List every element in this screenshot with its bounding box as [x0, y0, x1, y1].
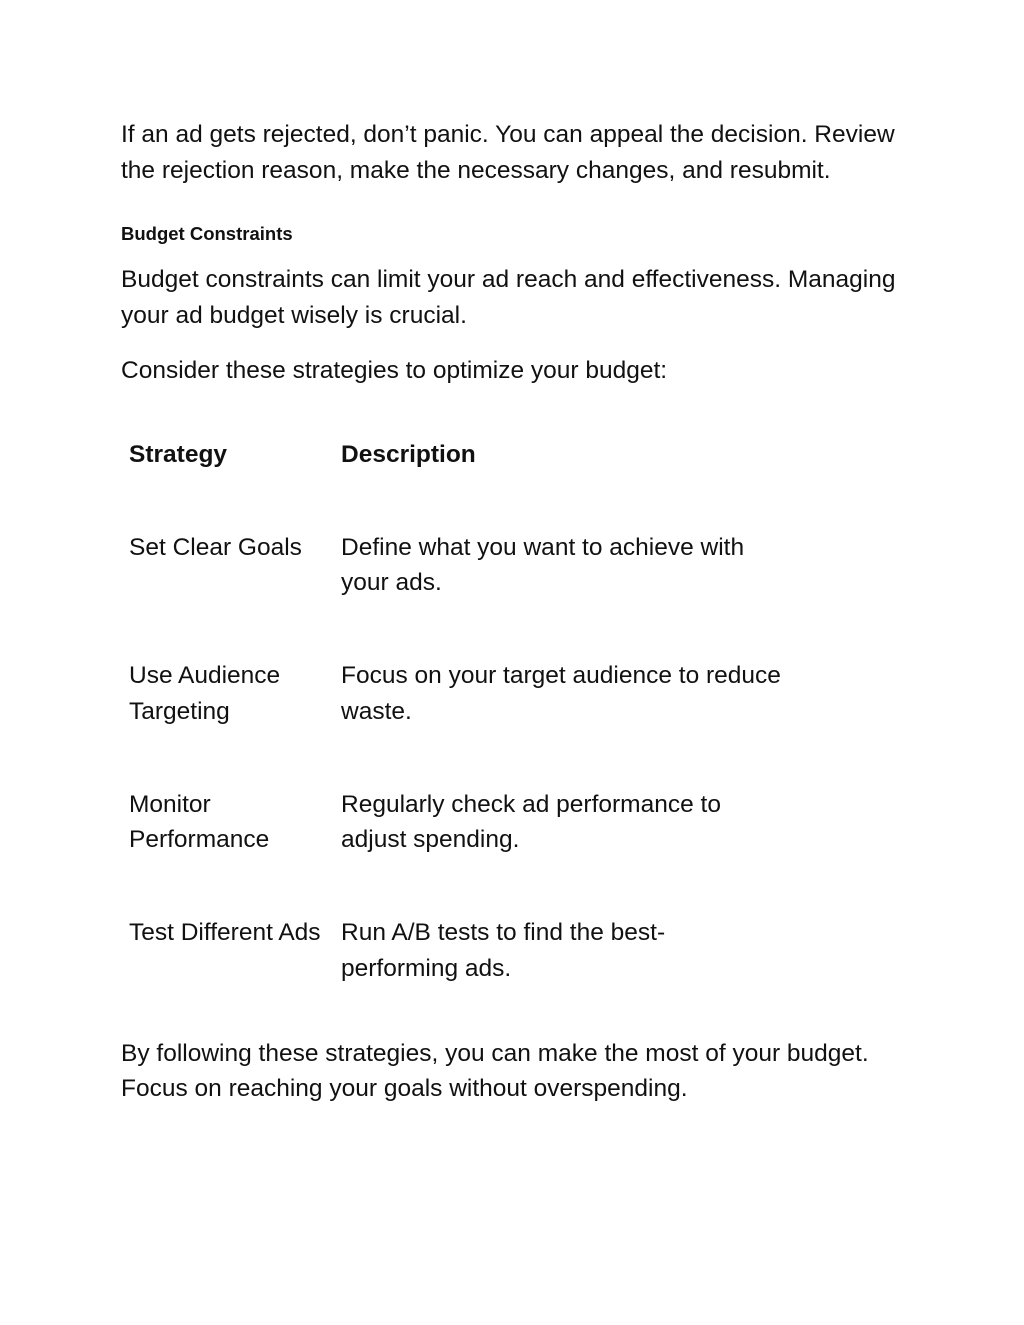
section-heading: Budget Constraints — [121, 223, 293, 244]
strategy-table — [129, 437, 781, 1044]
description-cell: Regularly check ad performance to adjust spending. — [341, 790, 721, 853]
header-description: Description — [341, 440, 476, 468]
strategy-cell: Monitor Performance — [129, 790, 270, 853]
budget-paragraph: Budget constraints can limit your ad reach and effectiveness. Managing your ad budget wisely is crucial. — [121, 266, 896, 329]
table-row — [129, 915, 781, 1044]
description-cell: Run A/B tests to find the best-performing ads. — [341, 919, 666, 982]
table-header-row — [129, 437, 781, 530]
table-row — [129, 787, 781, 916]
table-row — [129, 530, 781, 659]
intro-paragraph: If an ad gets rejected, don’t panic. You can appeal the decision. Review the rejection reason, make the necessary changes, and resubmit. — [121, 121, 895, 184]
description-cell: Focus on your target audience to reduce waste. — [341, 662, 781, 725]
strategy-cell: Use Audience Targeting — [129, 662, 281, 725]
document-page — [121, 117, 901, 1107]
header-strategy: Strategy — [129, 440, 228, 468]
description-cell: Define what you want to achieve with your ads. — [341, 533, 745, 596]
table-row — [129, 658, 781, 787]
strategy-cell: Test Different Ads — [129, 919, 321, 946]
strategy-cell: Set Clear Goals — [129, 533, 302, 561]
strategies-intro-paragraph: Consider these strategies to optimize your budget: — [121, 357, 668, 384]
closing-paragraph: By following these strategies, you can make the most of your budget. Focus on reaching your goals without overspending. — [121, 1039, 869, 1102]
